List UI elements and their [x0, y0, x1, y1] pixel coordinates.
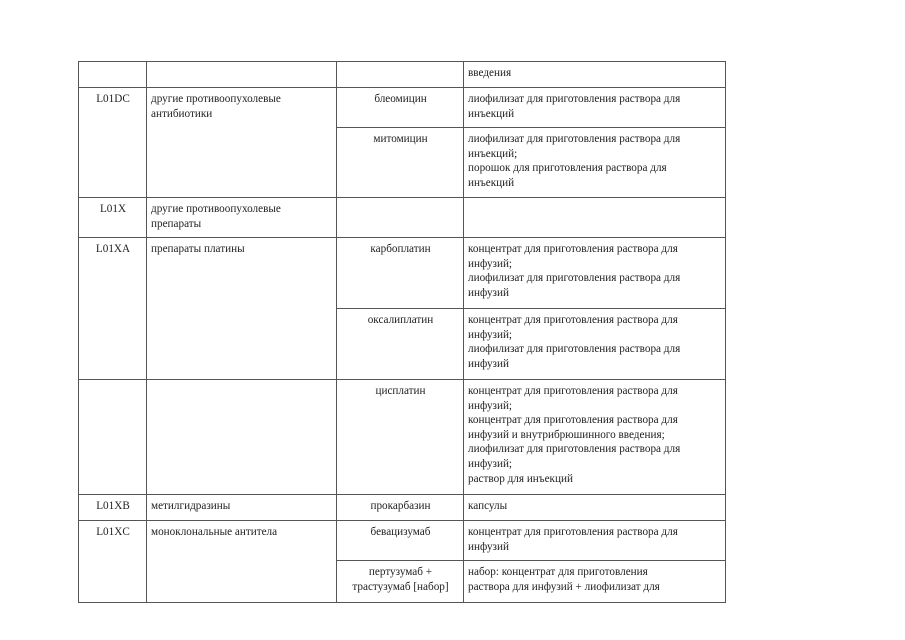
group-cell — [147, 380, 337, 495]
group-cell: другие противоопухолевые антибиотики — [147, 88, 337, 128]
drug-table — [78, 61, 726, 603]
atc-code-cell: L01XC — [79, 521, 147, 561]
dosage-form-line: введения — [468, 67, 512, 79]
dosage-form-line: инфузий — [468, 357, 509, 370]
atc-code-cell — [79, 561, 147, 603]
dosage-form-cell — [464, 521, 726, 561]
atc-code-cell — [79, 309, 147, 380]
dosage-form-cell — [464, 198, 726, 238]
atc-code-cell: L01XA — [79, 238, 147, 309]
drug-cell: бевацизумаб — [337, 521, 464, 561]
dosage-form-cell — [464, 309, 726, 380]
group-cell: моноклональные антитела — [147, 521, 337, 561]
dosage-form-cell — [464, 62, 726, 88]
drug-cell: прокарбазин — [337, 495, 464, 521]
dosage-form-line: концентрат для приготовления раствора для — [468, 526, 678, 538]
table-row — [79, 198, 726, 238]
drug-cell: блеомицин — [337, 88, 464, 128]
group-cell — [147, 561, 337, 603]
dosage-form-line: лиофилизат для приготовления раствора для — [468, 443, 681, 456]
group-cell — [147, 128, 337, 198]
table-row — [79, 521, 726, 561]
atc-code-cell: L01DC — [79, 88, 147, 128]
dosage-form-line: инфузий; — [468, 399, 513, 412]
dosage-form-line: набор: концентрат для приготовления — [468, 566, 648, 578]
dosage-form-line: концентрат для приготовления раствора для — [468, 385, 678, 397]
dosage-form-line: инъекций — [468, 176, 515, 189]
drug-cell: пертузумаб + трастузумаб [набор] — [337, 561, 464, 603]
table-row — [79, 128, 726, 198]
drug-cell: карбоплатин — [337, 238, 464, 309]
dosage-form-line: лиофилизат для приготовления раствора для — [468, 272, 681, 285]
table-row — [79, 561, 726, 603]
drug-cell: цисплатин — [337, 380, 464, 495]
table-row — [79, 62, 726, 88]
dosage-form-line: лиофилизат для приготовления раствора для — [468, 93, 681, 105]
group-cell — [147, 62, 337, 88]
drug-cell: оксалиплатин — [337, 309, 464, 380]
table-row — [79, 309, 726, 380]
dosage-form-line: порошок для приготовления раствора для — [468, 162, 667, 175]
dosage-form-cell — [464, 561, 726, 603]
dosage-form-line: инъекций; — [468, 147, 518, 160]
dosage-form-cell — [464, 128, 726, 198]
drug-cell: митомицин — [337, 128, 464, 198]
drug-cell — [337, 62, 464, 88]
dosage-form-line: концентрат для приготовления раствора для — [468, 243, 678, 255]
group-cell: метилгидразины — [147, 495, 337, 521]
dosage-form-line: инфузий — [468, 286, 509, 299]
drug-cell — [337, 198, 464, 238]
table-row — [79, 88, 726, 128]
dosage-form-cell — [464, 88, 726, 128]
group-cell — [147, 309, 337, 380]
dosage-form-cell — [464, 495, 726, 521]
table-row — [79, 380, 726, 495]
atc-code-cell: L01XB — [79, 495, 147, 521]
dosage-form-line: капсулы — [468, 500, 508, 512]
atc-code-cell: L01X — [79, 198, 147, 238]
dosage-form-line: лиофилизат для приготовления раствора для — [468, 343, 681, 356]
dosage-form-line: раствор для инъекций — [468, 472, 573, 485]
table-row — [79, 238, 726, 309]
dosage-form-line: раствора для инфузий + лиофилизат для — [468, 580, 660, 593]
dosage-form-line: инфузий; — [468, 457, 513, 470]
dosage-form-cell — [464, 380, 726, 495]
dosage-form-line: инфузий; — [468, 257, 513, 270]
dosage-form-line: концентрат для приготовления раствора для — [468, 414, 678, 427]
dosage-form-line: инфузий — [468, 540, 509, 553]
dosage-form-cell — [464, 238, 726, 309]
atc-code-cell — [79, 380, 147, 495]
dosage-form-line: концентрат для приготовления раствора для — [468, 314, 678, 326]
table-row — [79, 495, 726, 521]
group-cell: другие противоопухолевые препараты — [147, 198, 337, 238]
atc-code-cell — [79, 62, 147, 88]
atc-code-cell — [79, 128, 147, 198]
dosage-form-line: лиофилизат для приготовления раствора для — [468, 133, 681, 145]
dosage-form-line: инфузий; — [468, 328, 513, 341]
dosage-form-line: инфузий и внутрибрюшинного введения; — [468, 428, 665, 441]
group-cell: препараты платины — [147, 238, 337, 309]
dosage-form-line: инъекций — [468, 107, 515, 120]
